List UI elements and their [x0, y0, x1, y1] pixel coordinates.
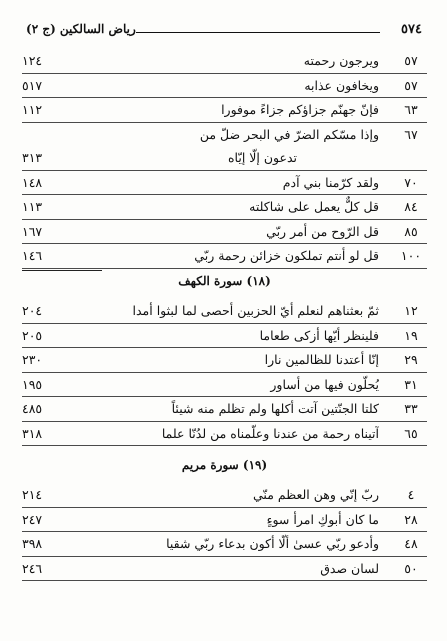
- verse-number: ٧٠: [404, 174, 418, 190]
- verse-text: فإنّ جهنّم جزاؤكم جزاءً موفورا: [221, 102, 379, 117]
- verse-text: فلينظر أيّها أزكى طعاما: [259, 327, 379, 343]
- page-reference: ١٦٧: [22, 223, 43, 239]
- verse-number: ٥٧: [404, 53, 418, 68]
- verse-text: إنّا أعتدنا للظالمين نارا: [264, 352, 379, 367]
- verse-text: ويرجون رحمته: [303, 53, 379, 68]
- index-row: [22, 348, 427, 373]
- page-number: ٥٧٤: [401, 22, 422, 37]
- index-row: [22, 483, 427, 508]
- index-row: [22, 98, 427, 123]
- index-row: [22, 74, 427, 99]
- verse-number: ١٢: [404, 303, 418, 318]
- index-row: [22, 220, 427, 245]
- section-divider: [22, 270, 102, 271]
- page-reference: ٥١٧: [22, 77, 43, 93]
- index-rows: [22, 483, 427, 581]
- index-row: [22, 244, 427, 269]
- verse-text: قل لو أنتم تملكون خزائن رحمة ربّي: [194, 248, 379, 263]
- verse-text: ويخافون عذابه: [304, 77, 379, 93]
- verse-text: ثمّ بعثناهم لنعلم أيّ الحزبين أحصى لما لبثوا أمدا: [132, 303, 379, 318]
- index-rows: [22, 49, 427, 269]
- verse-text: تدعون إلّا إيّاه: [228, 150, 297, 165]
- verse-text: ما كان أبوكِ امرأ سوءٍ: [266, 511, 379, 527]
- index-row: [22, 146, 427, 171]
- verse-number: ٣٣: [404, 401, 418, 416]
- index-row: [22, 508, 427, 533]
- page-reference: ١٩٥: [22, 376, 43, 392]
- header-rule: [136, 32, 380, 33]
- verse-number: ٢٨: [404, 511, 418, 527]
- page-reference: ٢٠٤: [22, 303, 43, 318]
- index-row: [22, 532, 427, 557]
- verse-text: ربّ إنّي وهن العظم منّي: [253, 487, 379, 502]
- section-continued: [22, 49, 427, 269]
- section-kahf: [22, 274, 427, 446]
- index-row: [22, 123, 427, 147]
- index-row: [22, 557, 427, 582]
- verse-text: قل كلٌّ يعمل على شاكلته: [249, 199, 379, 214]
- verse-number: ٢٩: [404, 352, 418, 367]
- verse-text: آتيناه رحمة من عندنا وعلّمناه من لدُنّا علما: [161, 425, 379, 441]
- section-maryam: [22, 458, 427, 581]
- verse-text: وأدعو ربّي عسىٰ ألّا أكون بدعاء ربّي شقيا: [166, 536, 379, 551]
- index-row: [22, 49, 427, 74]
- page-header: [26, 22, 422, 40]
- page-reference: ٣١٣: [22, 150, 43, 165]
- index-row: [22, 422, 427, 447]
- verse-text: لسان صدق: [320, 560, 379, 576]
- page-reference: ١١٢: [22, 102, 43, 117]
- page-reference: ٢٤٧: [22, 511, 43, 527]
- verse-text: وإذا مسّكم الضرّ في البحر ضلّ من: [199, 126, 379, 142]
- verse-number: ٤: [407, 487, 415, 502]
- page-reference: ٣١٨: [22, 425, 43, 441]
- page-reference: ٢٤٦: [22, 560, 43, 576]
- verse-number: ٤٨: [404, 536, 418, 551]
- index-row: [22, 171, 427, 196]
- verse-number: ٨٥: [404, 223, 418, 239]
- page-reference: ٢٣٠: [22, 352, 43, 367]
- page-reference: ١٤٨: [22, 174, 43, 190]
- verse-number: ٥٠: [404, 560, 418, 576]
- index-row: [22, 324, 427, 349]
- verse-number: ٦٥: [404, 425, 418, 441]
- verse-number: ٦٧: [404, 126, 418, 142]
- verse-number: ١٩: [404, 327, 418, 343]
- verse-text: كلتا الجنّتين آتت أكلها ولم تظلم منه شيئاً: [171, 401, 379, 416]
- verse-number: ٨٤: [404, 199, 418, 214]
- verse-number: ١٠٠: [400, 248, 422, 263]
- section-title: (١٩) سورة مريم: [181, 458, 268, 472]
- verse-text: ولقد كرّمنا بني آدم: [282, 174, 379, 190]
- running-title: رياض السالكين (ج ٢): [26, 22, 136, 36]
- page-reference: ١١٣: [22, 199, 43, 214]
- index-row: [22, 299, 427, 324]
- page-reference: ١٤٦: [22, 248, 43, 263]
- index-row: [22, 373, 427, 398]
- verse-text: قل الرّوح من أمر ربّي: [266, 223, 379, 239]
- verse-number: ٦٣: [404, 102, 418, 117]
- verse-number: ٣١: [404, 376, 418, 392]
- section-title: (١٨) سورة الكهف: [178, 274, 271, 288]
- verse-text: يُحلّون فيها من أساور: [270, 376, 379, 392]
- page-reference: ١٢٤: [22, 53, 43, 68]
- index-row: [22, 195, 427, 220]
- page-reference: ٤٨٥: [22, 401, 43, 416]
- page-reference: ٢١٤: [22, 487, 43, 502]
- page-reference: ٣٩٨: [22, 536, 43, 551]
- verse-number: ٥٧: [404, 77, 418, 93]
- page-reference: ٢٠٥: [22, 327, 43, 343]
- index-rows: [22, 299, 427, 446]
- index-row: [22, 397, 427, 422]
